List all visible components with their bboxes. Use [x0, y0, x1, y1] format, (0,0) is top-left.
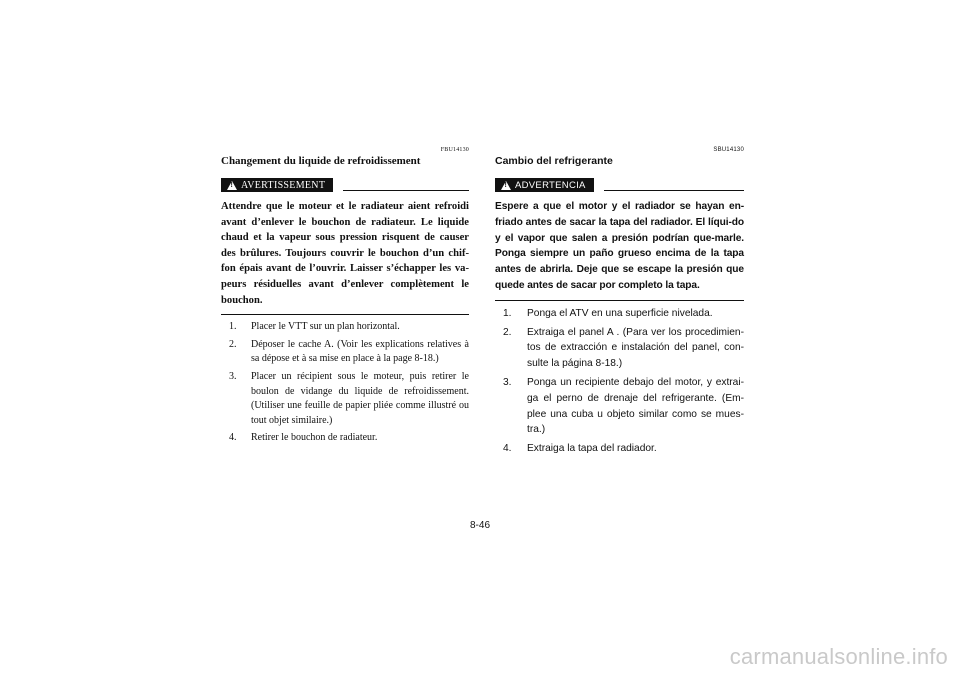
- step-item: [221, 320, 469, 335]
- step-text: Ponga un recipiente debajo del motor, y extrai-ga el perno de drenaje del refrigerante. (Em-plee una cuba u objeto similar como se mues-tra.): [527, 376, 744, 436]
- warning-header: [221, 178, 469, 192]
- step-text: Extraiga el panel A . (Para ver los procedimien-tos de extracción e instalación del panel, con-sulte la página 8-18.): [527, 326, 744, 370]
- french-column: [221, 146, 469, 446]
- step-number: 1.: [503, 307, 512, 319]
- section-code: FBU14130: [440, 147, 469, 153]
- warning-text: Attendre que le moteur et le radiateur aient refroidi avant d’enlever le bouchon de radiateur. Le liquide chaud et la vapeur sous pression risquent de causer des brûlures. Toujours couvrir le bouchon d’un chif-fon épais avant de l’ouvrir. Laisser s’échapper les va-peurs résiduelles avant d’enlever complètement le bouchon.: [221, 201, 469, 306]
- warning-badge: [221, 178, 333, 192]
- warning-triangle-icon: [227, 181, 237, 190]
- step-number: 3.: [229, 370, 237, 382]
- section-title: Changement du liquide de refroidissement: [221, 155, 421, 167]
- warning-label: ADVERTENCIA: [515, 179, 586, 191]
- spanish-column: [495, 146, 744, 457]
- step-text: Placer le VTT sur un plan horizontal.: [251, 321, 400, 333]
- step-text: Extraiga la tapa del radiador.: [527, 443, 657, 455]
- step-text: Retirer le bouchon de radiateur.: [251, 432, 378, 444]
- warning-text: Espere a que el motor y el radiador se hayan en-friado antes de sacar la tapa del radiador. El líqui-do y el vapor que salen a presión podrían que-marle. Ponga siempre un paño grueso encima de la tapa antes de abrirla. Deje que se escape la presión que quede antes de sacar por completo la tapa.: [495, 201, 744, 291]
- section-title: Cambio del refrigerante: [495, 155, 613, 167]
- step-item: [221, 338, 469, 367]
- steps-list: [221, 320, 469, 446]
- step-text: Placer un récipient sous le moteur, puis retirer le boulon de vidange du liquide de refroidissement. (Utiliser une feuille de papier pliée comme illustré ou tout objet similaire.): [251, 370, 469, 426]
- warning-end-rule: [495, 300, 744, 301]
- warning-divider: [604, 190, 744, 191]
- step-item: [495, 325, 744, 372]
- watermark: carmanualsonline.info: [729, 644, 948, 669]
- steps-list: [495, 306, 744, 457]
- warning-triangle-icon: [501, 181, 511, 190]
- step-item: [495, 441, 744, 457]
- step-number: 3.: [503, 376, 512, 388]
- warning-end-rule: [221, 314, 469, 315]
- step-item: [495, 306, 744, 322]
- step-item: [221, 370, 469, 428]
- step-number: 4.: [229, 432, 237, 444]
- step-item: [221, 431, 469, 446]
- section-code: SBU14130: [713, 147, 744, 153]
- step-number: 2.: [229, 338, 237, 350]
- warning-badge: [495, 178, 594, 192]
- step-item: [495, 375, 744, 438]
- warning-header: [495, 178, 744, 192]
- page-number: 8-46: [469, 520, 490, 531]
- step-text: Déposer le cache A. (Voir les explications relatives à sa dépose et à sa mise en place à la page 8-18.): [251, 338, 469, 365]
- step-number: 1.: [229, 321, 237, 333]
- step-text: Ponga el ATV en una superficie nivelada.: [527, 307, 713, 319]
- step-number: 4.: [503, 443, 512, 455]
- step-number: 2.: [503, 326, 512, 338]
- warning-divider: [343, 190, 469, 191]
- warning-label: AVERTISSEMENT: [241, 179, 326, 191]
